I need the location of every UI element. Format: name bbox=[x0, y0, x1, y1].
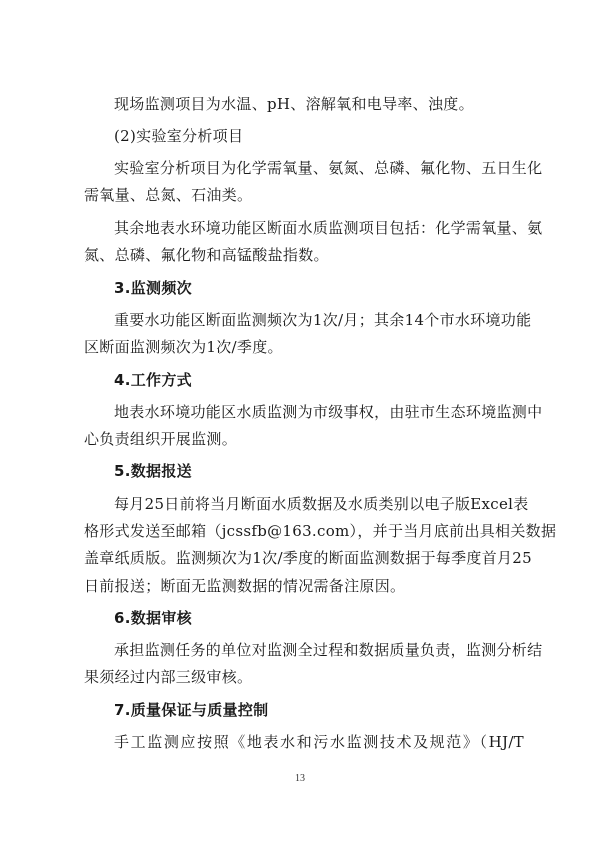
text-line: 需氧量、总氮、石油类。 bbox=[84, 186, 253, 204]
text-line: 地表水环境功能区水质监测为市级事权，由驻市生态环境监测中 bbox=[114, 403, 543, 421]
text-line: 承担监测任务的单位对监测全过程和数据质量负责，监测分析结 bbox=[114, 641, 543, 659]
text-line: 心负责组织开展监测。 bbox=[84, 430, 238, 448]
text-line: 现场监测项目为水温、pH、溶解氧和电导率、浊度。 bbox=[114, 95, 474, 113]
text-line: 日前报送；断面无监测数据的情况需备注原因。 bbox=[84, 577, 406, 595]
section-heading-data-reporting: 5.数据报送 bbox=[114, 462, 192, 480]
section-heading-frequency: 3.监测频次 bbox=[114, 279, 192, 297]
page-number: 13 bbox=[295, 773, 305, 784]
subsection-heading: (2)实验室分析项目 bbox=[114, 127, 244, 145]
section-heading-data-review: 6.数据审核 bbox=[114, 609, 192, 627]
section-heading-quality-control: 7.质量保证与质量控制 bbox=[114, 701, 269, 719]
text-line: 其余地表水环境功能区断面水质监测项目包括：化学需氧量、氨 bbox=[114, 219, 543, 237]
text-line: 氮、总磷、氟化物和高锰酸盐指数。 bbox=[84, 246, 329, 264]
text-line: 格形式发送至邮箱（jcssfb@163.com），并于当月底前出具相关数据 bbox=[84, 522, 557, 540]
text-line: 盖章纸质版。监测频次为1次/季度的断面监测数据于每季度首月25 bbox=[84, 549, 532, 567]
text-line: 果须经过内部三级审核。 bbox=[84, 668, 253, 686]
section-heading-working-method: 4.工作方式 bbox=[114, 371, 192, 389]
text-line: 实验室分析项目为化学需氧量、氨氮、总磷、氟化物、五日生化 bbox=[114, 159, 543, 177]
text-line: 每月25日前将当月断面水质数据及水质类别以电子版Excel表 bbox=[114, 495, 529, 513]
text-line: 重要水功能区断面监测频次为1次/月；其余14个市水环境功能 bbox=[114, 311, 532, 329]
text-line: 区断面监测频次为1次/季度。 bbox=[84, 338, 283, 356]
text-line: 手工监测应按照《地表水和污水监测技术及规范》（HJ/T bbox=[114, 733, 524, 751]
